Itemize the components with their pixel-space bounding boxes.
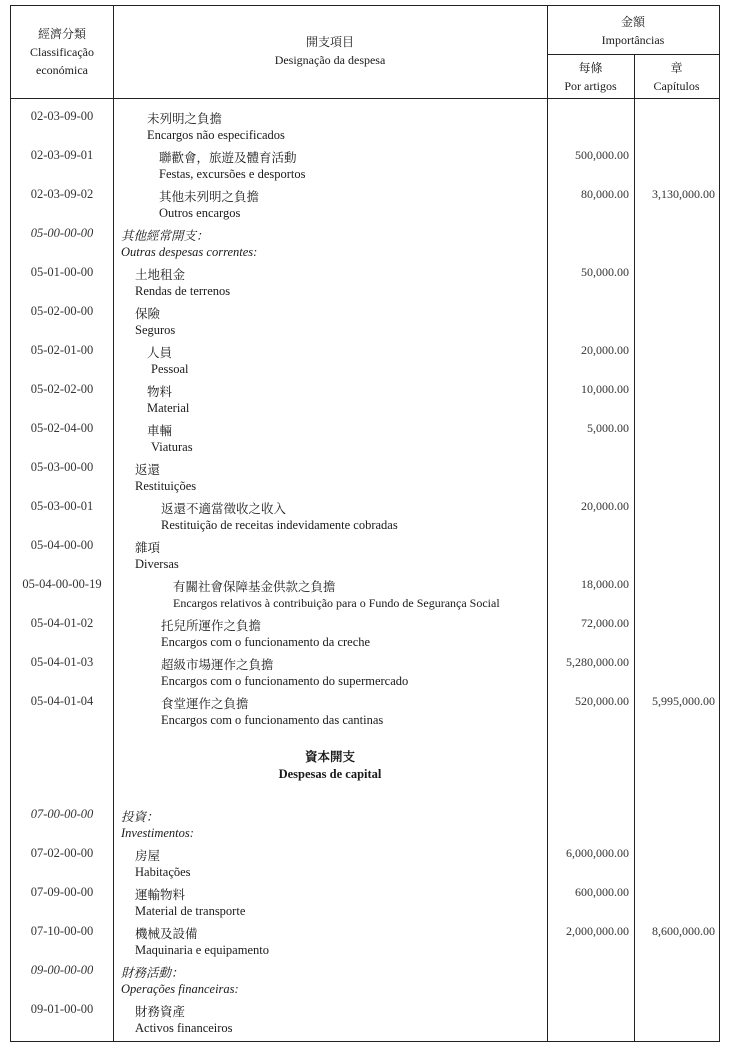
header-amount-pt: Importâncias bbox=[601, 33, 665, 47]
row-zh: 未列明之負擔 bbox=[147, 112, 223, 126]
row-chapter-total: 3,130,000.00 bbox=[652, 187, 715, 201]
section-title-zh: 資本開支 bbox=[304, 750, 355, 764]
header-bottom-rule bbox=[11, 98, 719, 99]
header-classification-pt: Classificação bbox=[30, 45, 94, 59]
row-zh: 超級市場運作之負擔 bbox=[161, 658, 274, 672]
row-code: 02-03-09-01 bbox=[30, 148, 94, 162]
row-pt: Encargos com o funcionamento da creche bbox=[161, 635, 371, 649]
row-code: 09-00-00-00 bbox=[30, 963, 94, 977]
row-amount: 50,000.00 bbox=[581, 265, 629, 279]
row-zh: 雜項 bbox=[135, 541, 161, 555]
row-code: 05-03-00-00 bbox=[30, 460, 94, 474]
header-articles-pt: Por artigos bbox=[564, 79, 617, 93]
row-code: 02-03-09-02 bbox=[30, 187, 94, 201]
row-code: 05-04-00-00-19 bbox=[22, 577, 102, 591]
row-pt: Restituição de receitas indevidamente cobradas bbox=[161, 518, 398, 532]
row-code: 05-04-01-03 bbox=[30, 655, 94, 669]
budget-table bbox=[10, 5, 720, 1042]
row-code: 05-03-00-01 bbox=[30, 499, 94, 513]
row-zh: 土地租金 bbox=[135, 268, 186, 282]
header-designation-zh: 開支項目 bbox=[305, 35, 354, 49]
row-zh: 返還 bbox=[135, 463, 161, 477]
row-pt: Pessoal bbox=[151, 362, 189, 376]
row-zh: 人員 bbox=[147, 346, 173, 360]
row-amount: 18,000.00 bbox=[581, 577, 629, 591]
row-code: 05-02-00-00 bbox=[30, 304, 94, 318]
row-amount: 20,000.00 bbox=[581, 499, 629, 513]
row-code: 05-04-01-02 bbox=[30, 616, 94, 630]
row-code: 02-03-09-00 bbox=[30, 109, 94, 123]
column-divider bbox=[634, 54, 635, 1041]
row-zh: 聯歡會，旅遊及體育活動 bbox=[159, 151, 297, 165]
row-pt: Maquinaria e equipamento bbox=[135, 943, 269, 957]
row-code: 05-04-00-00 bbox=[30, 538, 94, 552]
row-pt: Activos financeiros bbox=[135, 1021, 233, 1035]
row-code: 07-10-00-00 bbox=[30, 924, 94, 938]
row-amount: 600,000.00 bbox=[575, 885, 629, 899]
header-chapters-pt: Capítulos bbox=[653, 79, 700, 93]
header-chapters-zh: 章 bbox=[670, 61, 683, 75]
row-pt: Diversas bbox=[135, 557, 179, 571]
row-pt: Encargos relativos à contribuição para o Fundo de Segurança Social bbox=[173, 596, 500, 610]
row-pt: Material de transporte bbox=[135, 904, 246, 918]
row-amount: 10,000.00 bbox=[581, 382, 629, 396]
header-amount-zh: 金額 bbox=[620, 15, 645, 29]
header-articles-zh: 每條 bbox=[578, 61, 603, 75]
row-zh: 食堂運作之負擔 bbox=[161, 697, 249, 711]
row-pt: Viaturas bbox=[151, 440, 193, 454]
column-divider bbox=[547, 6, 548, 1041]
row-code: 05-01-00-00 bbox=[30, 265, 94, 279]
row-pt: Habitações bbox=[135, 865, 191, 879]
row-pt: Operações financeiras: bbox=[121, 982, 239, 996]
row-zh: 財務活動： bbox=[121, 966, 184, 980]
row-zh: 物料 bbox=[147, 385, 173, 399]
row-pt: Material bbox=[147, 401, 190, 415]
row-zh: 其他經常開支： bbox=[121, 229, 209, 243]
row-zh: 車輛 bbox=[147, 424, 173, 438]
row-code: 09-01-00-00 bbox=[30, 1002, 94, 1016]
row-amount: 2,000,000.00 bbox=[566, 924, 629, 938]
row-code: 05-02-02-00 bbox=[30, 382, 94, 396]
column-divider bbox=[113, 6, 114, 1041]
row-zh: 機械及設備 bbox=[135, 927, 198, 941]
header-divider bbox=[547, 54, 719, 55]
header-classification-pt-2: económica bbox=[36, 63, 88, 77]
section-title-pt: Despesas de capital bbox=[278, 767, 382, 781]
row-zh: 財務資產 bbox=[135, 1005, 186, 1019]
row-code: 05-04-01-04 bbox=[30, 694, 94, 708]
row-chapter-total: 5,995,000.00 bbox=[652, 694, 715, 708]
row-amount: 520,000.00 bbox=[575, 694, 629, 708]
row-zh: 托兒所運作之負擔 bbox=[161, 619, 262, 633]
row-pt: Encargos com o funcionamento do supermercado bbox=[161, 674, 409, 688]
row-pt: Investimentos: bbox=[121, 826, 194, 840]
row-amount: 80,000.00 bbox=[581, 187, 629, 201]
row-pt: Encargos não especificados bbox=[147, 128, 285, 142]
row-pt: Festas, excursões e desportos bbox=[159, 167, 306, 181]
row-code: 05-02-01-00 bbox=[30, 343, 94, 357]
row-code: 07-09-00-00 bbox=[30, 885, 94, 899]
row-zh: 房屋 bbox=[135, 849, 161, 863]
row-code: 05-02-04-00 bbox=[30, 421, 94, 435]
header-classification-zh: 經濟分類 bbox=[37, 27, 86, 41]
row-code: 07-00-00-00 bbox=[30, 807, 94, 821]
row-code: 05-00-00-00 bbox=[30, 226, 94, 240]
row-pt: Encargos com o funcionamento das cantinas bbox=[161, 713, 384, 727]
row-code: 07-02-00-00 bbox=[30, 846, 94, 860]
row-chapter-total: 8,600,000.00 bbox=[652, 924, 715, 938]
row-zh: 有關社會保障基金供款之負擔 bbox=[173, 580, 336, 594]
row-pt: Restituições bbox=[135, 479, 197, 493]
row-amount: 5,280,000.00 bbox=[566, 655, 629, 669]
row-zh: 運輸物料 bbox=[135, 888, 186, 902]
row-amount: 20,000.00 bbox=[581, 343, 629, 357]
row-amount: 5,000.00 bbox=[587, 421, 629, 435]
row-pt: Rendas de terrenos bbox=[135, 284, 231, 298]
row-pt: Outros encargos bbox=[159, 206, 241, 220]
row-zh: 保險 bbox=[135, 307, 161, 321]
row-pt: Seguros bbox=[135, 323, 176, 337]
row-zh: 其他未列明之負擔 bbox=[159, 190, 260, 204]
row-zh: 返還不適當徵收之收入 bbox=[161, 502, 287, 516]
row-amount: 500,000.00 bbox=[575, 148, 629, 162]
row-zh: 投資： bbox=[121, 810, 159, 824]
row-amount: 6,000,000.00 bbox=[566, 846, 629, 860]
row-amount: 72,000.00 bbox=[581, 616, 629, 630]
row-pt: Outras despesas correntes: bbox=[121, 245, 258, 259]
header-designation-pt: Designação da despesa bbox=[274, 53, 386, 67]
